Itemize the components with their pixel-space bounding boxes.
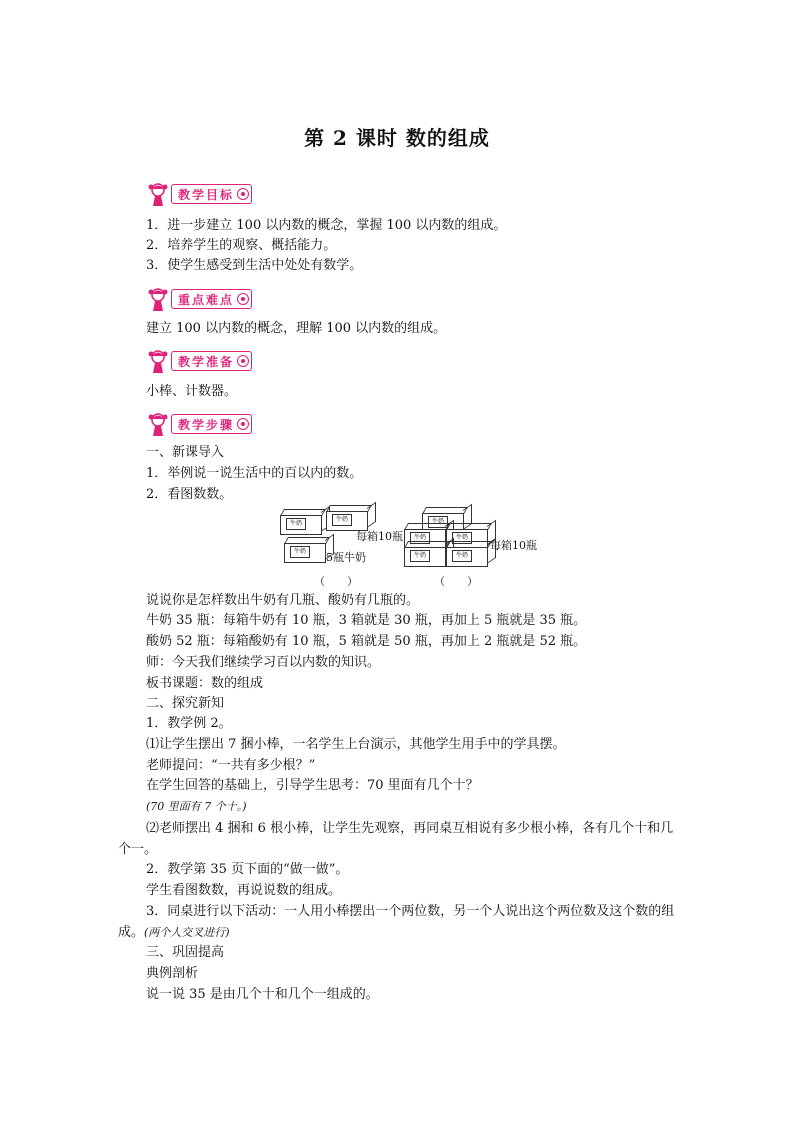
step-paragraph: ⑵老师摆出 4 捆和 6 根小棒，让学生先观察，再同桌互相说有多少根小棒，各有几个十和几个一。	[118, 821, 674, 857]
goal-line: 1．进一步建立 100 以内数的概念，掌握 100 以内数的组成。	[146, 218, 507, 233]
step-line: ⑴让学生摆出 7 捆小棒，一名学生上台演示，其他学生用手中的学具摆。	[146, 737, 566, 752]
target-icon	[237, 418, 249, 430]
milk-crate: 牛奶	[404, 547, 446, 567]
step-note: (70 里面有 7 个十。)	[146, 800, 247, 813]
section-heading: 二、探究新知	[146, 696, 225, 711]
girl-mascot-icon	[147, 181, 169, 207]
girl-mascot-icon	[147, 348, 169, 374]
badge-label: 教学准备	[178, 354, 235, 369]
milk-crate: 牛奶	[284, 543, 326, 563]
target-icon	[237, 188, 249, 200]
step-line: 板书课题：数的组成	[146, 676, 264, 691]
section-badge-goals	[147, 181, 259, 207]
milk-crate: 牛奶	[422, 513, 464, 533]
section-badge-prep	[147, 348, 259, 374]
example-label: 典例剖析	[146, 966, 199, 981]
step-line: 师：今天我们继续学习百以内数的知识。	[146, 655, 381, 670]
milk-crate: 牛奶	[326, 511, 368, 531]
target-icon	[237, 355, 249, 367]
goal-line: 2．培养学生的观察、概括能力。	[146, 238, 337, 253]
section-badge-key	[147, 286, 259, 312]
milk-crate: 牛奶	[280, 515, 322, 535]
badge-label: 教学步骤	[178, 417, 235, 432]
milk-crate: 牛奶	[404, 529, 446, 549]
page-title: 第 2 课时 数的组成	[304, 126, 490, 150]
milk-crate: 牛奶	[446, 547, 488, 567]
step-line: 牛奶 35 瓶：每箱牛奶有 10 瓶，3 箱就是 30 瓶，再加上 5 瓶就是 35 瓶。	[146, 613, 587, 628]
milk-crates-figure	[270, 505, 550, 587]
badge-label: 重点难点	[178, 292, 235, 307]
step-line: 2．看图数数。	[146, 487, 233, 502]
step-line: 老师提问：“一共有多少根？”	[146, 758, 316, 773]
key-text: 建立 100 以内数的概念，理解 100 以内数的组成。	[146, 321, 447, 336]
girl-mascot-icon	[147, 411, 169, 437]
step-line: 说说你是怎样数出牛奶有几瓶、酸奶有几瓶的。	[146, 593, 420, 608]
girl-mascot-icon	[147, 286, 169, 312]
per-box-label: 每箱10瓶	[490, 539, 537, 552]
answer-blank: （ ）	[434, 575, 478, 588]
five-bottles-label: 5瓶牛奶	[326, 551, 366, 564]
step-line: 2．教学第 35 页下面的“做一做”。	[146, 862, 349, 877]
badge-label: 教学目标	[178, 187, 235, 202]
step-line: 学生看图数数，再说说数的组成。	[146, 883, 342, 898]
step-note: (两个人交叉进行)	[144, 926, 230, 939]
section-heading: 三、巩固提高	[146, 945, 225, 960]
answer-blank: （ ）	[314, 575, 358, 588]
step-line: 1．教学例 2。	[146, 716, 232, 731]
prep-text: 小棒、计数器。	[146, 384, 238, 399]
milk-crate: 牛奶	[446, 529, 488, 549]
step-paragraph: 3．同桌进行以下活动：一人用小棒摆出一个两位数，另一个人说出这个两位数及这个数的组成。(两个人交叉进行)	[118, 904, 675, 940]
step-line: 1．举例说一说生活中的百以内的数。	[146, 466, 363, 481]
goal-line: 3．使学生感受到生活中处处有数学。	[146, 258, 363, 273]
per-box-label: 每箱10瓶	[356, 530, 403, 543]
step-line: 在学生回答的基础上，引导学生思考：70 里面有几个十？	[146, 778, 479, 793]
section-badge-steps	[147, 411, 259, 437]
section-heading: 一、新课导入	[146, 445, 225, 460]
step-line: 酸奶 52 瓶：每箱酸奶有 10 瓶，5 箱就是 50 瓶，再加上 2 瓶就是 52 瓶。	[146, 634, 587, 649]
target-icon	[237, 293, 249, 305]
step-line: 说一说 35 是由几个十和几个一组成的。	[146, 987, 379, 1002]
